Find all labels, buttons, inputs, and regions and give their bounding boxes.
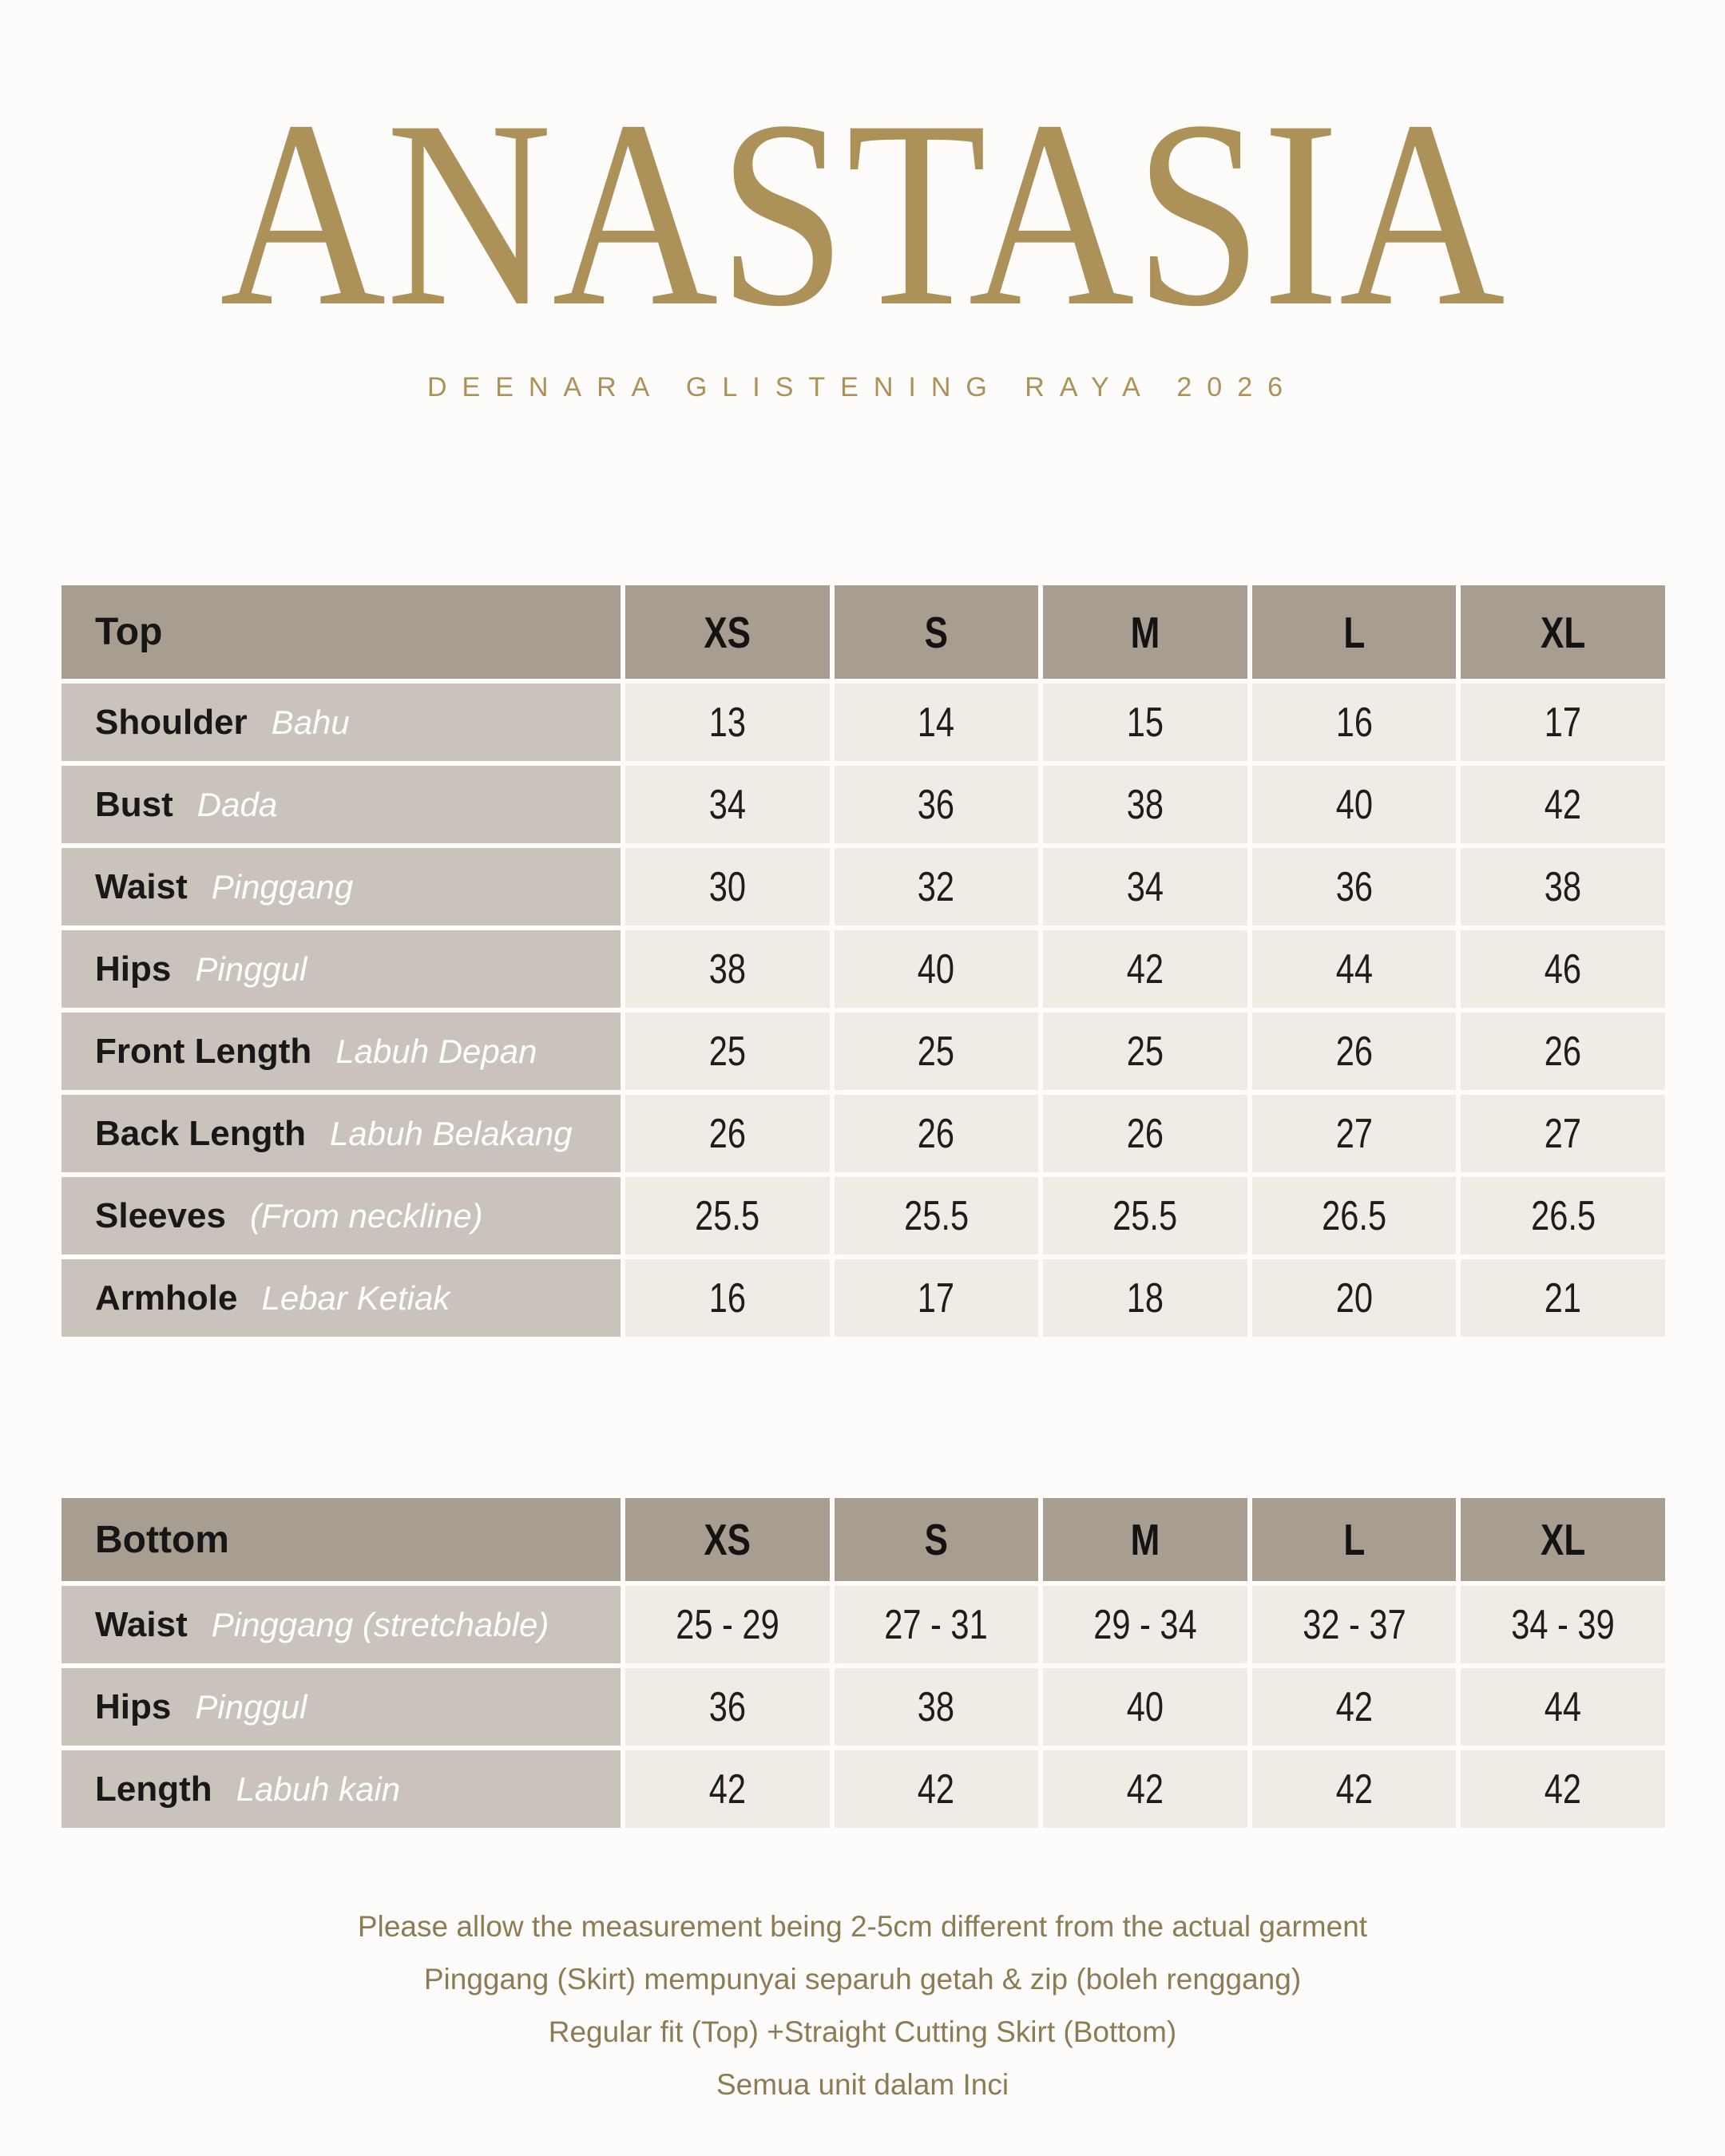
top-size-table [57,581,1670,1342]
row-sublabel: Dada [196,785,278,823]
measurement-value: 26 [835,1095,1039,1172]
measurement-value: 25 [835,1013,1039,1090]
measurement-value: 36 [835,766,1039,843]
note-line: Pinggang (Skirt) mempunyai separuh getah & zip (boleh renggang) [423,1963,1302,1995]
row-sublabel: Labuh Depan [335,1032,537,1070]
row-label: Sleeves [95,1195,226,1235]
measurement-value: 27 [1252,1095,1457,1172]
measurement-value: 38 [625,930,830,1008]
measurement-value: 25 [1043,1013,1247,1090]
row-label: Front Length [95,1031,312,1071]
row-label: Waist [95,1604,188,1644]
measurement-value: 42 [625,1750,830,1828]
measurement-value: 26 [625,1095,830,1172]
size-column-header: M [1043,1498,1247,1581]
row-sublabel: Pinggul [195,949,307,988]
measurement-value: 17 [835,1259,1039,1337]
size-column-header: M [1043,585,1247,679]
measurement-value: 21 [1461,1259,1665,1337]
row-sublabel: Bahu [271,703,350,741]
row-label-cell [61,1177,621,1254]
measurement-value: 13 [625,684,830,761]
row-label: Hips [95,1686,172,1726]
measurement-value: 26.5 [1252,1177,1457,1254]
row-sublabel: (From neckline) [249,1196,483,1235]
measurement-notes [0,1900,1725,2111]
row-sublabel: Pinggang (stretchable) [211,1605,549,1643]
measurement-value: 27 [1461,1095,1665,1172]
measurement-value: 25.5 [1043,1177,1247,1254]
table-header-row [61,585,1665,679]
row-label: Shoulder [95,702,248,742]
measurement-value: 16 [625,1259,830,1337]
measurement-value: 26 [1252,1013,1457,1090]
size-column-header: S [835,1498,1039,1581]
measurement-value: 14 [835,684,1039,761]
table-row [61,1750,1665,1828]
row-label-cell [61,1095,621,1172]
table-title: Bottom [95,1518,229,1561]
table-row [61,1586,1665,1663]
measurement-value: 36 [1252,848,1457,925]
measurement-value: 34 [625,766,830,843]
row-label-cell [61,1750,621,1828]
measurement-value: 26 [1461,1013,1665,1090]
measurement-value: 42 [1252,1668,1457,1746]
measurement-value: 17 [1461,684,1665,761]
size-column-header: XL [1461,1498,1665,1581]
row-sublabel: Lebar Ketiak [261,1278,450,1317]
table-row [61,930,1665,1008]
measurement-value: 42 [835,1750,1039,1828]
row-label-cell [61,684,621,761]
measurement-value: 20 [1252,1259,1457,1337]
measurement-value: 40 [1252,766,1457,843]
measurement-value: 18 [1043,1259,1247,1337]
row-label: Length [95,1769,212,1809]
measurement-value: 36 [625,1668,830,1746]
measurement-value: 26 [1043,1095,1247,1172]
table-row [61,1259,1665,1337]
measurement-value: 25 [625,1013,830,1090]
product-title: ANASTASIA [220,65,1505,362]
table-row [61,848,1665,925]
size-column-header: XS [625,585,830,679]
bottom-size-table [57,1493,1670,1833]
table-title-cell [61,1498,621,1581]
measurement-value: 38 [1043,766,1247,843]
table-title-cell [61,585,621,679]
measurement-value: 32 [835,848,1039,925]
row-label-cell [61,1259,621,1337]
measurement-value: 38 [835,1668,1039,1746]
table-row [61,1095,1665,1172]
measurement-value: 46 [1461,930,1665,1008]
measurement-value: 30 [625,848,830,925]
row-label-cell [61,848,621,925]
measurement-value: 26.5 [1461,1177,1665,1254]
table-row [61,1668,1665,1746]
row-label: Hips [95,949,172,989]
size-column-header: S [835,585,1039,679]
measurement-value: 44 [1252,930,1457,1008]
measurement-value: 25 - 29 [625,1586,830,1663]
measurement-value: 38 [1461,848,1665,925]
row-label: Bust [95,784,173,824]
size-column-header: L [1252,585,1457,679]
row-label-cell [61,1668,621,1746]
table-row [61,684,1665,761]
collection-subtitle: DEENARA GLISTENING RAYA 2026 [426,372,1299,402]
measurement-value: 32 - 37 [1252,1586,1457,1663]
row-label-cell [61,1013,621,1090]
row-label: Waist [95,866,188,906]
row-label: Armhole [95,1278,238,1318]
note-line: Regular fit (Top) +Straight Cutting Skirt (Bottom) [548,2015,1177,2048]
table-title: Top [95,611,163,653]
measurement-value: 29 - 34 [1043,1586,1247,1663]
measurement-value: 42 [1461,1750,1665,1828]
measurement-value: 40 [1043,1668,1247,1746]
size-column-header: XL [1461,585,1665,679]
row-label-cell [61,1586,621,1663]
size-column-header: L [1252,1498,1457,1581]
row-label-cell [61,766,621,843]
measurement-value: 42 [1461,766,1665,843]
row-sublabel: Pinggang [211,867,354,906]
measurement-value: 27 - 31 [835,1586,1039,1663]
measurement-value: 25.5 [625,1177,830,1254]
row-sublabel: Labuh kain [236,1770,401,1808]
note-line: Please allow the measurement being 2-5cm different from the actual garment [357,1910,1368,1943]
table-header-row [61,1498,1665,1581]
measurement-value: 40 [835,930,1039,1008]
table-row [61,1177,1665,1254]
measurement-value: 42 [1252,1750,1457,1828]
row-label-cell [61,930,621,1008]
measurement-value: 34 - 39 [1461,1586,1665,1663]
table-row [61,1013,1665,1090]
measurement-value: 42 [1043,1750,1247,1828]
measurement-value: 25.5 [835,1177,1039,1254]
measurement-value: 16 [1252,684,1457,761]
row-sublabel: Labuh Belakang [330,1114,573,1152]
measurement-value: 34 [1043,848,1247,925]
measurement-value: 42 [1043,930,1247,1008]
row-label: Back Length [95,1113,307,1153]
measurement-value: 44 [1461,1668,1665,1746]
size-column-header: XS [625,1498,830,1581]
row-sublabel: Pinggul [195,1687,307,1726]
table-row [61,766,1665,843]
measurement-value: 15 [1043,684,1247,761]
note-line: Semua unit dalam Inci [716,2068,1009,2101]
